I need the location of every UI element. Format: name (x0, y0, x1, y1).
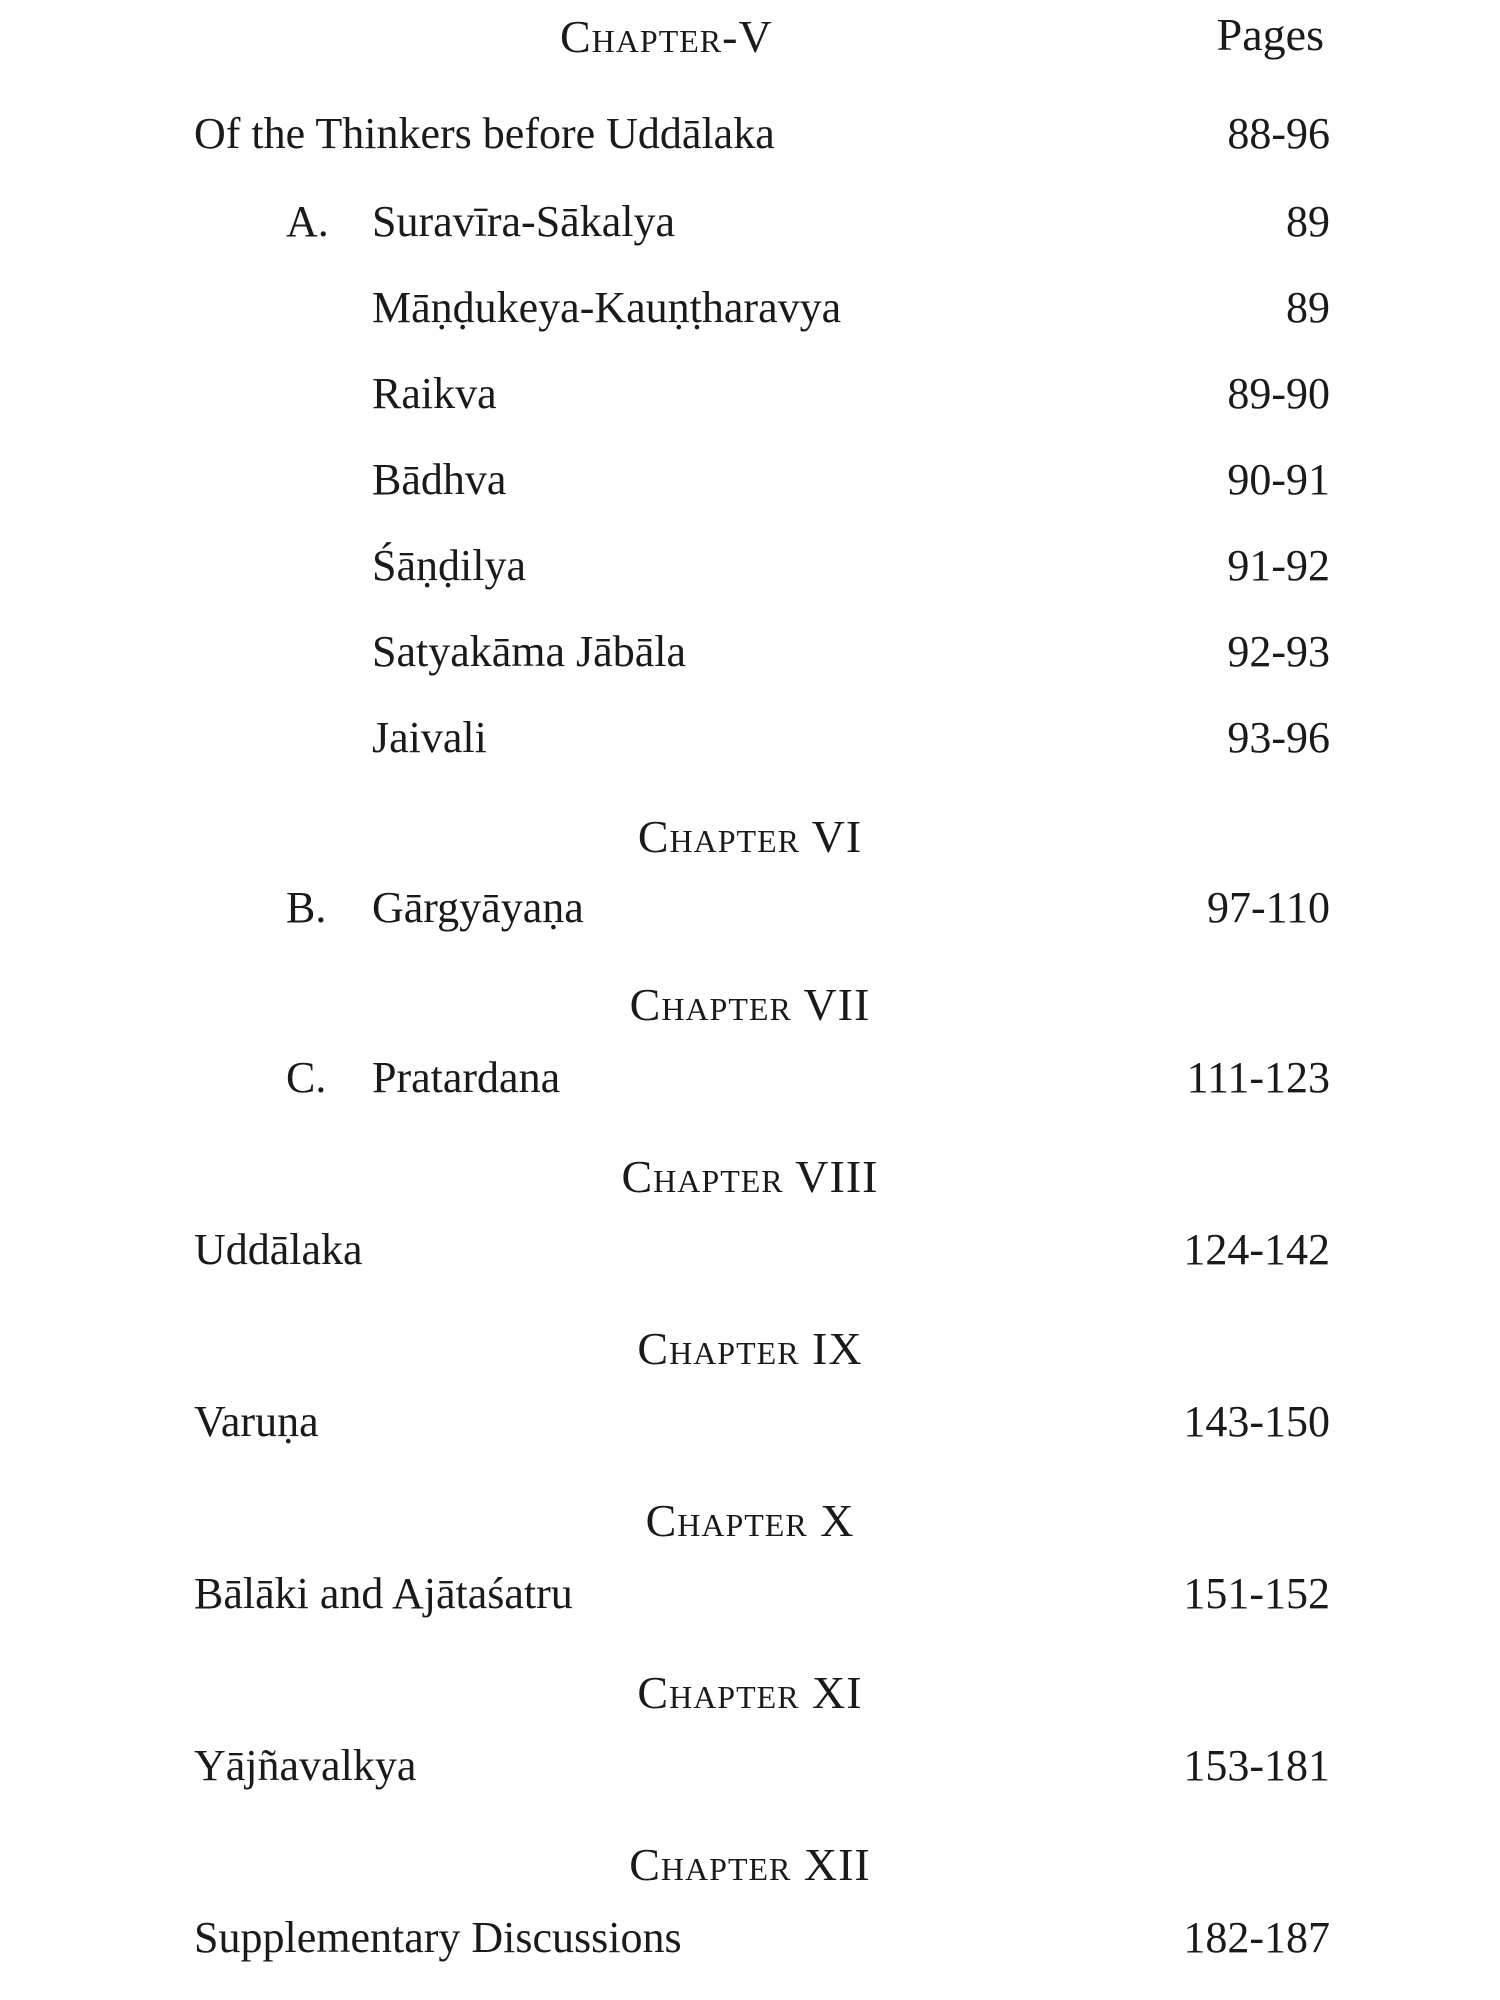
entry-title: Of the Thinkers before Uddālaka (194, 109, 775, 158)
entry-pages: 92-93 (1227, 627, 1330, 676)
entry-pages: 124-142 (1183, 1225, 1330, 1274)
entry-title: Māṇḍukeya-Kauṇṭharavya (372, 283, 842, 332)
toc-entry[interactable] (0, 194, 1500, 250)
entry-title: Suravīra-Sākalya (372, 197, 675, 246)
toc-entry[interactable] (0, 710, 1500, 766)
entry-letter: C. (286, 1053, 327, 1102)
entry-title: Varuṇa (194, 1397, 319, 1446)
entry-title: Jaivali (372, 713, 487, 762)
toc-entry[interactable] (0, 1394, 1500, 1450)
toc-entry[interactable] (0, 366, 1500, 422)
toc-entry[interactable] (0, 106, 1500, 162)
entry-pages: 88-96 (1227, 109, 1330, 158)
entry-pages: 89 (1286, 283, 1330, 332)
chapter-heading: Chapter X (645, 1495, 855, 1546)
toc-entry[interactable] (0, 1222, 1500, 1278)
toc-entry[interactable] (0, 280, 1500, 336)
entry-pages: 91-92 (1227, 541, 1330, 590)
chapter-heading: Chapter XI (637, 1667, 863, 1718)
entry-pages: 143-150 (1183, 1397, 1330, 1446)
toc-entry[interactable] (0, 624, 1500, 680)
entry-title: Satyakāma Jābāla (372, 627, 686, 676)
entry-title: Śāṇḍilya (372, 541, 526, 590)
entry-title: Uddālaka (194, 1225, 363, 1274)
toc-entry[interactable] (0, 1566, 1500, 1622)
entry-title: Bālāki and Ajātaśatru (194, 1569, 573, 1618)
entry-pages: 111-123 (1186, 1053, 1330, 1102)
chapter-heading: Chapter XII (629, 1839, 871, 1890)
entry-letter: A. (286, 197, 329, 246)
toc-entry[interactable] (0, 538, 1500, 594)
pages-column-label: Pages (1216, 9, 1324, 60)
entry-pages: 89 (1286, 197, 1330, 246)
entry-pages: 182-187 (1183, 1913, 1330, 1962)
toc-entry[interactable] (0, 452, 1500, 508)
toc-entry[interactable] (0, 1910, 1500, 1966)
chapter-heading: Chapter-V (560, 11, 773, 62)
entry-title: Gārgyāyaṇa (372, 883, 584, 932)
entry-pages: 153-181 (1183, 1741, 1330, 1790)
entry-pages: 97-110 (1206, 883, 1330, 932)
entry-title: Supplementary Discussions (194, 1913, 682, 1962)
chapter-heading: Chapter IX (637, 1323, 863, 1374)
entry-title: Pratardana (372, 1053, 561, 1102)
entry-pages: 93-96 (1227, 713, 1330, 762)
entry-pages: 151-152 (1183, 1569, 1330, 1618)
entry-title: Yājñavalkya (194, 1741, 417, 1790)
entry-pages: 90-91 (1227, 455, 1330, 504)
toc-entry[interactable] (0, 1738, 1500, 1794)
toc-entry[interactable] (0, 1050, 1500, 1106)
entry-letter: B. (286, 883, 327, 932)
entry-title: Raikva (372, 369, 497, 418)
chapter-heading: Chapter VI (637, 811, 863, 862)
entry-pages: 89-90 (1227, 369, 1330, 418)
entry-title: Bādhva (372, 455, 507, 504)
chapter-heading: Chapter VIII (621, 1151, 879, 1202)
chapter-heading: Chapter VII (629, 979, 871, 1030)
toc-entry[interactable] (0, 880, 1500, 936)
